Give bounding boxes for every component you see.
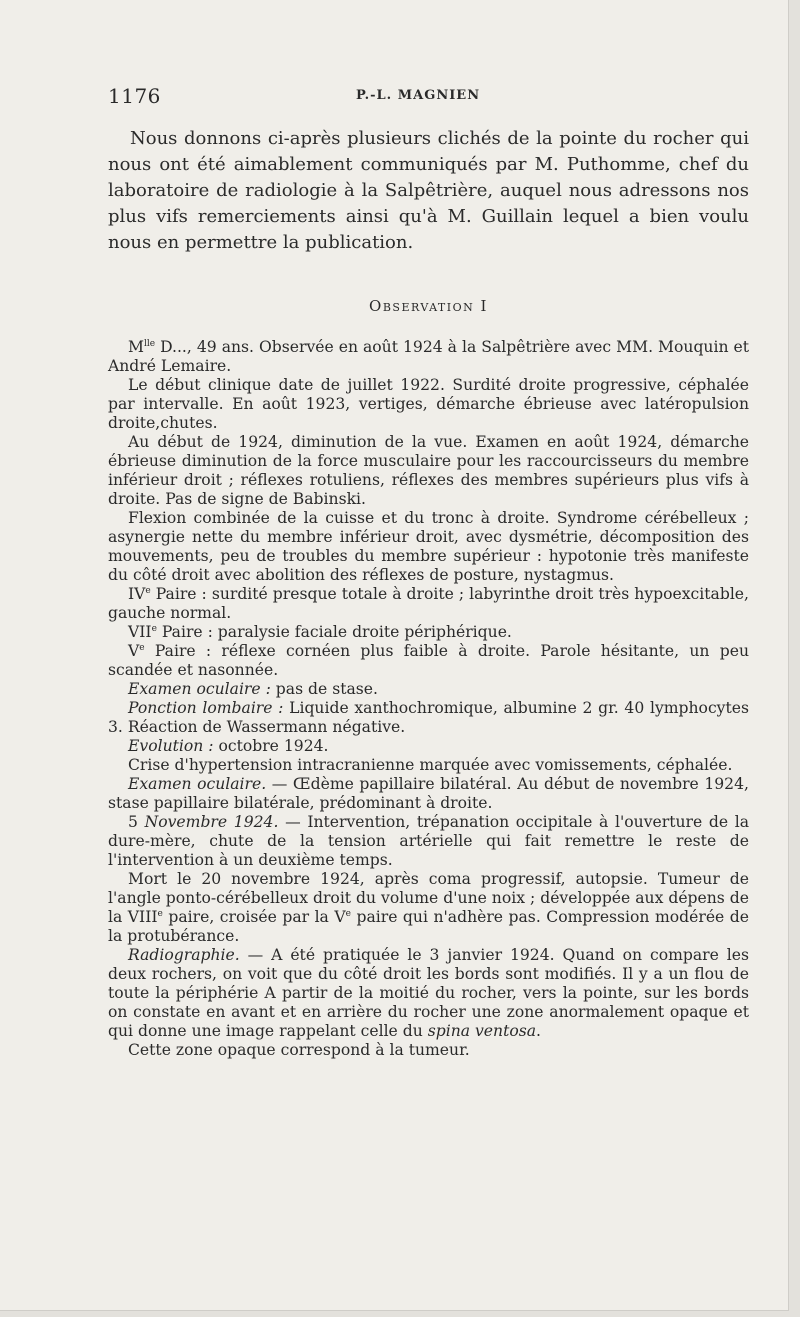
intro-paragraph	[108, 126, 749, 256]
para-patient: $M^{lle}$ D..., 49 ans. Observée en août 1924 à la Salpêtrière avec MM. Mouquin et André Lemaire.	[108, 338, 749, 375]
page-header	[108, 84, 748, 110]
para-examen-oculaire-1: Examen oculaire : pas de stase.	[128, 680, 378, 698]
para-mort: Mort le 20 novembre 1924, après coma progressif, autopsie. Tumeur de l'angle ponto-cérébelleux droit du volume d'une noix ; développée aux dépens de la VIIIe paire, croisée par la Ve paire qui n'adhère pas. Compression modérée de la protubérance.	[108, 870, 749, 945]
running-title: P.-L. MAGNIEN	[356, 88, 481, 103]
para-flexion: Flexion combinée de la cuisse et du tronc à droite. Syndrome cérébelleux ; asynergie nette du membre inférieur droit, avec dysmétrie, décomposition des mouvements, peu de troubles du membre supérieur : hypotonie très manifeste du côté droit avec abolition des réflexes de posture, nystagmus.	[108, 509, 749, 584]
para-debut: Le début clinique date de juillet 1922. Surdité droite progressive, céphalée par intervalle. En août 1923, vertiges, démarche ébrieuse avec latéropulsion droite,chutes.	[108, 376, 749, 432]
page-number: 1176	[108, 84, 161, 108]
para-viie-paire: VIIe Paire : paralysie faciale droite périphérique.	[128, 623, 512, 641]
para-evolution: Evolution : octobre 1924.	[128, 737, 329, 755]
para-ive-paire: IVe Paire : surdité presque totale à droite ; labyrinthe droit très hypoexcitable, gauche normal.	[108, 585, 749, 622]
para-intervention: 5 Novembre 1924. — Intervention, trépanation occipitale à l'ouverture de la dure-mère, chute de la tension artérielle qui fait remettre le reste de l'intervention à un deuxième temps.	[108, 813, 749, 869]
para-ve-paire: Ve Paire : réflexe cornéen plus faible à droite. Parole hésitante, un peu scandée et nasonnée.	[108, 642, 749, 679]
para-conclusion: Cette zone opaque correspond à la tumeur.	[128, 1041, 470, 1059]
observation-heading: Observation I	[369, 297, 488, 315]
para-ponction: Ponction lombaire : Liquide xanthochromique, albumine 2 gr. 40 lymphocytes 3. Réaction de Wassermann négative.	[108, 699, 749, 736]
para-crise: Crise d'hypertension intracranienne marquée avec vomissements, céphalée.	[128, 756, 733, 774]
para-examen-1924: Au début de 1924, diminution de la vue. Examen en août 1924, démarche ébrieuse diminution de la force musculaire pour les raccourcisseurs du membre inférieur droit ; réflexes rotuliens, réflexes des membres supérieurs plus vifs à droite. Pas de signe de Babinski.	[108, 433, 749, 508]
observation-body	[108, 338, 749, 1060]
intro-text: Nous donnons ci-après plusieurs clichés de la pointe du rocher qui nous ont été aimablement communiqués par M. Puthomme, chef du laboratoire de radiologie à la Salpêtrière, auquel nous adressons nos plus vifs remerciements ainsi qu'à M. Guillain lequel a bien voulu nous en permettre la publication.	[108, 128, 749, 253]
para-examen-oculaire-2: Examen oculaire. — Œdème papillaire bilatéral. Au début de novembre 1924, stase papillaire bilatérale, prédominant à droite.	[108, 775, 749, 812]
para-radiographie: Radiographie. — A été pratiquée le 3 janvier 1924. Quand on compare les deux rochers, on voit que du côté droit les bords sont modifiés. Il y a un flou de toute la périphérie A partir de la moitié du rocher, vers la pointe, sur les bords on constate en avant et en arrière du rocher une zone anormalement opaque et qui donne une image rappelant celle du spina ventosa.	[108, 946, 749, 1040]
